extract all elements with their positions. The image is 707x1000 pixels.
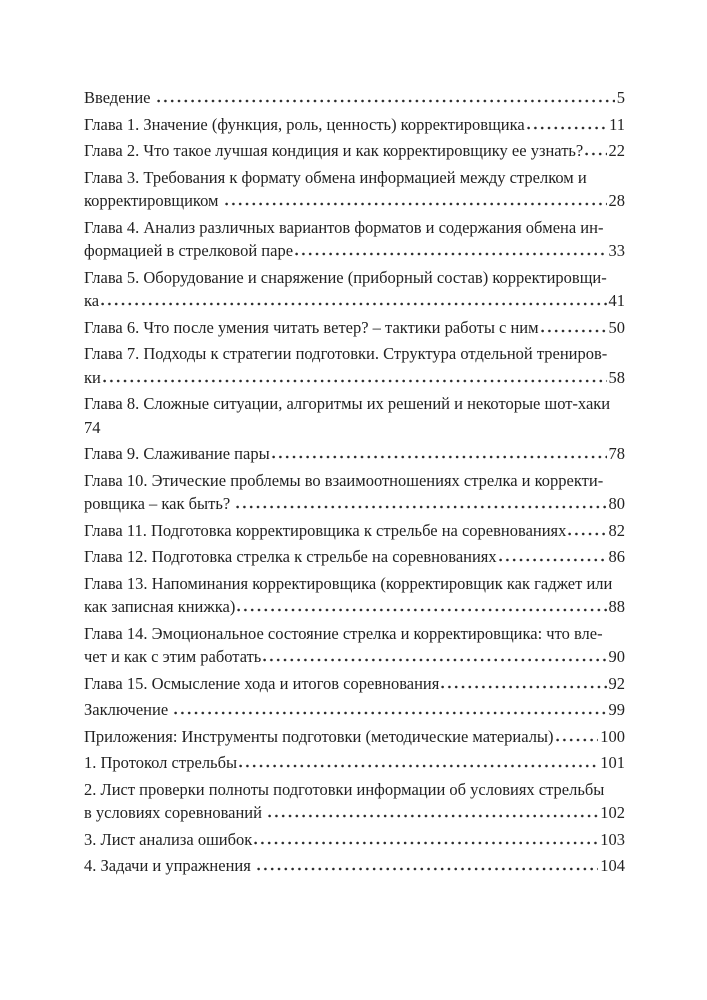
toc-leader-dots bbox=[295, 252, 606, 256]
toc-entry bbox=[84, 166, 625, 213]
toc-entry-line bbox=[84, 672, 625, 696]
toc-entry-line bbox=[84, 801, 625, 825]
toc-page-number: 92 bbox=[608, 673, 625, 693]
toc-entry-text: Глава 14. Эмоциональное состояние стрелка и корректировщика: что вле- bbox=[84, 623, 603, 643]
toc-leader-dots bbox=[499, 558, 607, 562]
toc-leader-dots bbox=[268, 814, 598, 818]
toc-entry-text: 1. Протокол стрельбы bbox=[84, 753, 238, 772]
toc-entry bbox=[84, 86, 625, 110]
toc-entry bbox=[84, 519, 625, 543]
toc-entry-line bbox=[84, 266, 625, 290]
toc-entry-text: Глава 6. Что после умения читать ветер? – тактики работы с ним bbox=[84, 317, 539, 337]
toc-entry-text: 4. Задачи и упражнения bbox=[84, 856, 255, 875]
toc-entry-line bbox=[84, 778, 625, 802]
toc-page-number: 100 bbox=[600, 726, 625, 746]
toc-entry-text: Введение bbox=[84, 88, 155, 107]
toc-entry bbox=[84, 751, 625, 775]
toc-page-number: 86 bbox=[608, 547, 625, 566]
toc-page-number: 78 bbox=[608, 444, 625, 463]
toc-page-number: 80 bbox=[608, 494, 625, 513]
toc-entry-text: Глава 5. Оборудование и снаряжение (приборный состав) корректировщи- bbox=[84, 267, 607, 287]
toc-page-number: 11 bbox=[609, 114, 625, 134]
toc-entry-line bbox=[84, 572, 625, 596]
toc-entry-line bbox=[84, 854, 625, 878]
toc-leader-dots bbox=[585, 152, 606, 156]
toc-entry-line bbox=[84, 725, 625, 749]
toc-entry-line bbox=[84, 316, 625, 340]
toc-page-number: 90 bbox=[608, 647, 625, 666]
toc-leader-dots bbox=[236, 505, 606, 509]
toc-entry bbox=[84, 725, 625, 749]
toc-entry-line bbox=[84, 113, 625, 137]
toc-entry-line bbox=[84, 442, 625, 466]
toc-leader-dots bbox=[225, 202, 607, 206]
toc-page-number: 82 bbox=[608, 520, 625, 540]
toc-entry-text: Глава 2. Что такое лучшая кондиция и как корректировщику ее узнать? bbox=[84, 141, 584, 160]
toc-page-number: 33 bbox=[608, 241, 625, 260]
toc-entry-line bbox=[84, 519, 625, 543]
toc-leader-dots bbox=[441, 685, 606, 689]
toc-leader-dots bbox=[157, 99, 615, 103]
toc-entry-line bbox=[84, 698, 625, 722]
toc-entry bbox=[84, 778, 625, 825]
toc-entry-text: Глава 13. Напоминания корректировщика (корректировщик как гаджет или bbox=[84, 573, 613, 593]
toc-entry-text: ка bbox=[84, 291, 100, 310]
toc-entry-line bbox=[84, 595, 625, 619]
toc-page-number: 22 bbox=[608, 141, 625, 160]
toc-page-number: 88 bbox=[608, 597, 625, 616]
toc-entry-line bbox=[84, 189, 625, 213]
toc-entry-text: Глава 4. Анализ различных вариантов форматов и содержания обмена ин- bbox=[84, 217, 604, 237]
toc-entry-text: Глава 9. Слаживание пары bbox=[84, 444, 270, 463]
toc-entry-line bbox=[84, 622, 625, 646]
toc-page-number: 50 bbox=[608, 317, 625, 337]
toc-entry-line bbox=[84, 469, 625, 493]
toc-leader-dots bbox=[103, 379, 607, 383]
toc-leader-dots bbox=[254, 841, 598, 845]
toc-entry-line bbox=[84, 645, 625, 669]
toc-entry-text: Заключение bbox=[84, 700, 173, 719]
toc-leader-dots bbox=[568, 532, 606, 536]
toc-page-number: 104 bbox=[600, 856, 625, 875]
toc-entry-text: 2. Лист проверки полноты подготовки информации об условиях стрельбы bbox=[84, 779, 605, 799]
toc-entry-text: Глава 8. Сложные ситуации, алгоритмы их решений и некоторые шот-хаки bbox=[84, 394, 611, 413]
toc-entry-text: Глава 11. Подготовка корректировщика к стрельбе на соревнованиях bbox=[84, 520, 567, 540]
toc-leader-dots bbox=[257, 867, 598, 871]
toc-entry-text: Глава 3. Требования к формату обмена информацией между стрелком и bbox=[84, 167, 587, 187]
toc-leader-dots bbox=[237, 608, 606, 612]
toc-entry-line bbox=[84, 342, 625, 366]
toc-entry bbox=[84, 139, 625, 163]
toc-entry bbox=[84, 698, 625, 722]
toc-entry-line bbox=[84, 289, 625, 313]
toc-entry-text: формацией в стрелковой паре bbox=[84, 241, 294, 260]
toc-entry-line bbox=[84, 216, 625, 240]
toc-leader-dots bbox=[541, 329, 607, 333]
table-of-contents bbox=[84, 86, 625, 878]
toc-entry-text: корректировщиком bbox=[84, 191, 223, 210]
toc-entry-line bbox=[84, 416, 625, 440]
toc-entry-text: 3. Лист анализа ошибок bbox=[84, 829, 253, 849]
toc-entry-text: Глава 1. Значение (функция, роль, ценность) корректировщика bbox=[84, 114, 525, 134]
toc-entry bbox=[84, 442, 625, 466]
toc-page-number: 102 bbox=[600, 803, 625, 822]
toc-entry-line bbox=[84, 492, 625, 516]
toc-entry-text: Глава 12. Подготовка стрелка к стрельбе на соревнованиях bbox=[84, 547, 497, 566]
toc-entry-line bbox=[84, 366, 625, 390]
toc-entry-line bbox=[84, 392, 625, 416]
toc-entry bbox=[84, 828, 625, 852]
toc-entry-text: в условиях соревнований bbox=[84, 803, 267, 822]
toc-leader-dots bbox=[101, 302, 606, 306]
toc-entry-text: Глава 10. Этические проблемы во взаимоотношениях стрелка и корректи- bbox=[84, 470, 604, 490]
toc-entry-text: чет и как с этим работать bbox=[84, 647, 262, 666]
toc-entry bbox=[84, 113, 625, 137]
toc-entry bbox=[84, 342, 625, 389]
toc-page-number: 101 bbox=[600, 753, 625, 772]
toc-entry bbox=[84, 469, 625, 516]
toc-entry-text: Глава 7. Подходы к стратегии подготовки. Структура отдельной трениров- bbox=[84, 344, 608, 363]
toc-entry bbox=[84, 622, 625, 669]
toc-entry bbox=[84, 672, 625, 696]
toc-entry bbox=[84, 545, 625, 569]
toc-entry-text: Приложения: Инструменты подготовки (методические материалы) bbox=[84, 726, 554, 746]
toc-entry bbox=[84, 266, 625, 313]
toc-page-number: 5 bbox=[616, 88, 625, 107]
toc-entry-line bbox=[84, 139, 625, 163]
toc-entry-text: как записная книжка) bbox=[84, 597, 236, 616]
toc-entry-line bbox=[84, 828, 625, 852]
toc-page-number: 103 bbox=[600, 829, 625, 849]
toc-entry-text: ки bbox=[84, 367, 101, 387]
toc-page-number: 58 bbox=[608, 367, 625, 387]
toc-leader-dots bbox=[239, 764, 598, 768]
toc-entry bbox=[84, 392, 625, 439]
toc-page-number: 28 bbox=[608, 191, 625, 210]
toc-entry-line bbox=[84, 239, 625, 263]
toc-entry bbox=[84, 854, 625, 878]
toc-page-number: 99 bbox=[608, 700, 625, 719]
toc-leader-dots bbox=[263, 658, 606, 662]
toc-leader-dots bbox=[527, 126, 607, 130]
toc-entry bbox=[84, 216, 625, 263]
toc-entry-line bbox=[84, 166, 625, 190]
toc-entry-line bbox=[84, 545, 625, 569]
toc-entry-text: ровщика – как быть? bbox=[84, 494, 235, 513]
toc-leader-dots bbox=[556, 738, 599, 742]
toc-leader-dots bbox=[272, 455, 607, 459]
toc-entry bbox=[84, 316, 625, 340]
toc-entry bbox=[84, 572, 625, 619]
toc-entry-text: Глава 15. Осмысление хода и итогов соревнования bbox=[84, 673, 440, 693]
toc-page-number: 41 bbox=[608, 291, 625, 310]
toc-entry-line bbox=[84, 751, 625, 775]
toc-leader-dots bbox=[174, 711, 606, 715]
toc-entry-line bbox=[84, 86, 625, 110]
toc-page-number: 74 bbox=[84, 417, 101, 437]
